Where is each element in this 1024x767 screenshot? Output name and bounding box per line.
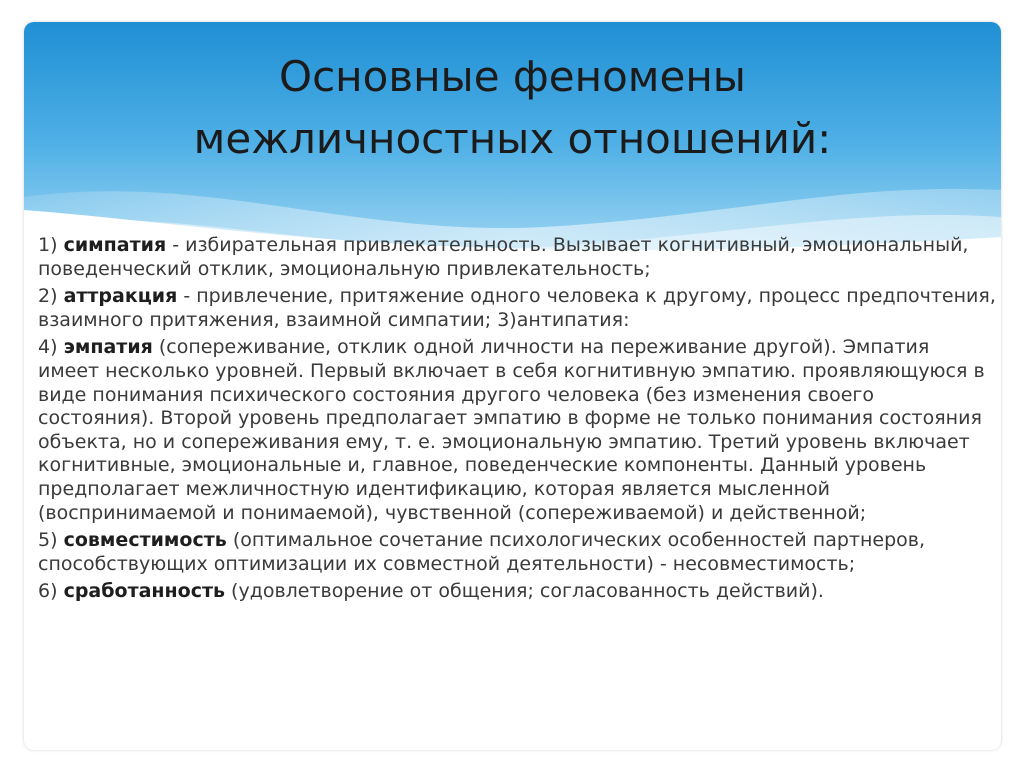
- list-item: [38, 285, 996, 332]
- item-term: сработанность: [63, 580, 225, 603]
- item-number: 1): [38, 234, 58, 256]
- item-term: совместимость: [63, 529, 227, 552]
- item-number: 4): [38, 336, 58, 359]
- item-text: (сопереживание, отклик одной личности на переживание другой). Эмпатия имеет несколько уровней. Первый включает в себя когнитивную эмпатию. проявляющуюся в виде понимания психического состояния другого человека (без изменения своего состояния). Второй уровень предполагает эмпатию в форме не только понимания состояния объекта, но и сопереживания ему, т. е. эмоциональную эмпатию. Третий уровень включает когнитивные, эмоциональные и, главное, поведенческие компоненты. Данный уровень предполагает межличностную идентификацию, которая является мысленной (воспринимаемой и понимаемой), чувственной (сопереживаемой) и действенной;: [38, 336, 985, 524]
- item-text: (оптимальное сочетание психологических особенностей партнеров, способствующих оптимизации их совместной деятельности) - несовместимость;: [38, 529, 926, 575]
- slide: [24, 22, 1001, 750]
- list-item: [38, 529, 996, 576]
- item-number: 2): [38, 285, 58, 308]
- item-text: - избирательная привлекательность. Вызывает когнитивный, эмоциональный, поведенческий отклик, эмоциональную привлекательность;: [38, 234, 969, 280]
- slide-title-line-2: межличностных отношений:: [193, 114, 832, 163]
- item-number: 6): [38, 580, 58, 603]
- item-term: аттракция: [63, 285, 178, 308]
- list-item: [38, 336, 996, 525]
- item-term: симпатия: [63, 234, 167, 256]
- item-term: эмпатия: [63, 336, 153, 359]
- list-item: [38, 580, 996, 604]
- slide-title-line-1: Основные феномены: [279, 52, 746, 101]
- slide-title: [24, 46, 1001, 170]
- slide-body: [38, 234, 996, 608]
- item-number: 5): [38, 529, 58, 552]
- item-text: - привлечение, притяжение одного человека к другому, процесс предпочтения, взаимного притяжения, взаимной симпатии; 3)антипатия:: [38, 285, 996, 331]
- list-item: [38, 234, 996, 281]
- item-text: (удовлетворение от общения; согласованность действий).: [225, 580, 824, 603]
